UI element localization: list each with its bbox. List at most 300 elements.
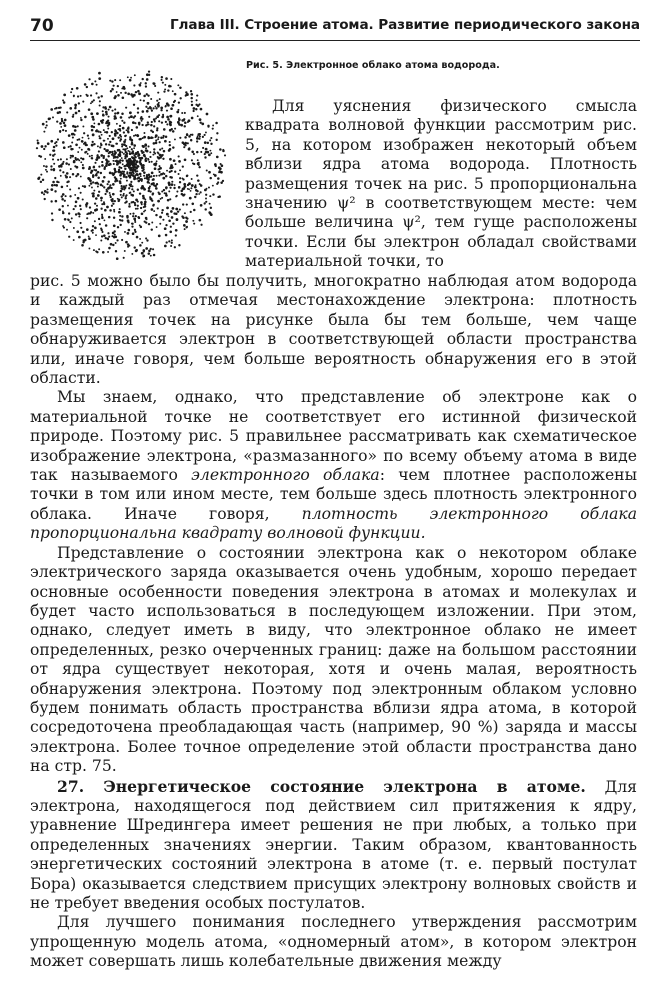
cloud-dot — [114, 95, 117, 98]
cloud-dot — [126, 180, 128, 182]
cloud-dot — [142, 254, 145, 257]
cloud-dot — [109, 106, 112, 109]
cloud-dot — [95, 208, 98, 211]
cloud-dot — [190, 190, 192, 192]
cloud-dot — [101, 231, 103, 233]
cloud-dot — [148, 252, 151, 255]
cloud-dot — [193, 110, 195, 112]
cloud-dot — [180, 124, 183, 127]
cloud-dot — [164, 88, 166, 90]
cloud-dot — [90, 112, 93, 115]
cloud-dot — [169, 158, 172, 161]
cloud-dot — [107, 251, 109, 253]
cloud-dot — [91, 116, 94, 119]
cloud-dot — [55, 141, 57, 143]
cloud-dot — [179, 209, 181, 211]
cloud-dot — [142, 78, 144, 80]
cloud-dot — [156, 129, 158, 131]
cloud-dot — [179, 87, 181, 89]
cloud-dot — [66, 181, 68, 183]
cloud-dot — [173, 159, 176, 162]
cloud-dot — [188, 119, 191, 122]
cloud-dot — [61, 198, 64, 201]
cloud-dot — [215, 122, 218, 125]
cloud-dot — [50, 165, 52, 167]
cloud-dot — [92, 225, 94, 227]
cloud-dot — [173, 187, 175, 189]
cloud-dot — [206, 113, 209, 116]
cloud-dot — [161, 76, 163, 78]
cloud-dot — [89, 206, 91, 208]
cloud-dot — [152, 248, 154, 250]
cloud-dot — [105, 224, 108, 227]
cloud-dot — [75, 175, 77, 177]
cloud-dot — [197, 115, 199, 117]
cloud-dot — [108, 116, 110, 118]
cloud-dot — [121, 88, 123, 90]
cloud-dot — [155, 187, 158, 190]
cloud-dot — [73, 208, 75, 210]
cloud-dot — [202, 147, 204, 149]
cloud-dot — [159, 149, 161, 151]
cloud-dot — [146, 150, 149, 153]
cloud-dot — [119, 128, 122, 131]
paragraph-1-continued: рис. 5 можно было бы получить, многократно наблюдая атом водорода и каждый раз отмечая местонахождение электрона: плотность размещения точек на рисунке была бы тем больше, чем чаще обнаруживается электрон в соответствующей области пространства или, иначе говоря, чем больше вероятность обнаружения его в этой области. — [30, 272, 637, 388]
cloud-dot — [93, 123, 95, 125]
cloud-dot — [161, 79, 163, 81]
cloud-dot — [101, 121, 104, 124]
cloud-dot — [90, 94, 92, 96]
cloud-dot — [165, 77, 168, 80]
cloud-dot — [171, 239, 173, 241]
cloud-dot — [87, 177, 90, 180]
cloud-dot — [150, 175, 152, 177]
cloud-dot — [107, 160, 109, 162]
cloud-dot — [113, 217, 115, 219]
cloud-dot — [80, 208, 82, 210]
cloud-dot — [110, 243, 113, 246]
cloud-dot — [145, 217, 148, 220]
cloud-dot — [195, 184, 197, 186]
cloud-dot — [188, 148, 191, 151]
cloud-dot — [125, 195, 127, 197]
cloud-dot — [132, 232, 135, 235]
cloud-dot — [114, 115, 117, 118]
cloud-dot — [171, 183, 174, 186]
cloud-dot — [131, 148, 133, 150]
cloud-dot — [131, 226, 133, 228]
cloud-dot — [131, 223, 133, 225]
cloud-dot — [198, 164, 200, 166]
cloud-dot — [41, 191, 44, 194]
cloud-dot — [121, 151, 123, 153]
cloud-dot — [137, 216, 139, 218]
cloud-dot — [46, 171, 48, 173]
cloud-dot — [114, 79, 116, 81]
cloud-dot — [65, 195, 67, 197]
cloud-dot — [133, 155, 135, 157]
cloud-dot — [72, 173, 75, 176]
cloud-dot — [159, 165, 161, 167]
cloud-dot — [158, 136, 160, 138]
cloud-dot — [149, 106, 151, 108]
cloud-dot — [170, 115, 173, 118]
cloud-dot — [141, 242, 143, 244]
cloud-dot — [162, 158, 164, 160]
cloud-dot — [135, 134, 137, 136]
cloud-dot — [112, 137, 115, 140]
cloud-dot — [157, 138, 159, 140]
cloud-dot — [204, 156, 206, 158]
cloud-dot — [51, 212, 53, 214]
cloud-dot — [155, 106, 157, 108]
cloud-dot — [114, 134, 117, 137]
cloud-dot — [148, 189, 150, 191]
cloud-dot — [139, 244, 142, 247]
cloud-dot — [174, 184, 176, 186]
cloud-dot — [64, 119, 67, 122]
cloud-dot — [73, 160, 75, 162]
cloud-dot — [149, 191, 151, 193]
cloud-dot — [124, 135, 126, 137]
cloud-dot — [112, 193, 115, 196]
cloud-dot — [119, 180, 122, 183]
cloud-dot — [185, 95, 187, 97]
cloud-dot — [62, 171, 64, 173]
cloud-dot — [124, 92, 126, 94]
cloud-dot — [68, 134, 71, 137]
cloud-dot — [209, 139, 211, 141]
cloud-dot — [159, 223, 161, 225]
cloud-dot — [176, 191, 178, 193]
cloud-dot — [57, 111, 60, 114]
cloud-dot — [154, 120, 156, 122]
cloud-dot — [105, 143, 107, 145]
cloud-dot — [152, 131, 154, 133]
cloud-dot — [173, 101, 175, 103]
cloud-dot — [132, 215, 134, 217]
cloud-dot — [146, 174, 148, 176]
cloud-dot — [62, 211, 64, 213]
cloud-dot — [85, 151, 87, 153]
cloud-dot — [197, 135, 199, 137]
cloud-dot — [37, 142, 40, 145]
cloud-dot — [120, 224, 122, 226]
cloud-dot — [95, 169, 97, 171]
cloud-dot — [101, 161, 103, 163]
cloud-dot — [192, 220, 194, 222]
cloud-dot — [95, 92, 97, 94]
cloud-dot — [161, 173, 163, 175]
cloud-dot — [153, 175, 155, 177]
cloud-dot — [154, 85, 156, 87]
cloud-dot — [107, 183, 109, 185]
cloud-dot — [195, 189, 198, 192]
cloud-dot — [137, 112, 139, 114]
cloud-dot — [146, 177, 149, 180]
cloud-dot — [164, 245, 167, 248]
cloud-dot — [163, 150, 166, 153]
cloud-dot — [120, 219, 122, 221]
cloud-dot — [123, 131, 125, 133]
cloud-dot — [122, 96, 125, 99]
cloud-dot — [82, 164, 84, 166]
cloud-dot — [143, 211, 145, 213]
cloud-dot — [142, 110, 145, 113]
cloud-dot — [191, 104, 193, 106]
cloud-dot — [137, 189, 139, 191]
cloud-dot — [192, 162, 194, 164]
cloud-dot — [99, 146, 101, 148]
cloud-dot — [116, 143, 118, 145]
cloud-dot — [126, 241, 128, 243]
cloud-dot — [161, 147, 163, 149]
cloud-dot — [152, 179, 154, 181]
cloud-dot — [212, 128, 214, 130]
cloud-dot — [96, 205, 98, 207]
cloud-dot — [177, 210, 179, 212]
cloud-dot — [187, 188, 189, 190]
cloud-dot — [157, 92, 159, 94]
cloud-dot — [126, 215, 129, 218]
cloud-dot — [108, 236, 110, 238]
cloud-dot — [99, 104, 101, 106]
cloud-dot — [123, 185, 126, 188]
cloud-dot — [148, 124, 150, 126]
cloud-dot — [207, 142, 209, 144]
cloud-dot — [68, 146, 70, 148]
cloud-dot — [47, 142, 50, 145]
cloud-dot — [108, 152, 110, 154]
cloud-dot — [123, 171, 125, 173]
cloud-dot — [191, 178, 193, 180]
cloud-dot — [218, 166, 221, 169]
page-header — [30, 16, 640, 41]
cloud-dot — [92, 195, 95, 198]
cloud-dot — [204, 141, 207, 144]
cloud-dot — [167, 104, 170, 107]
cloud-dot — [120, 178, 122, 180]
cloud-dot — [185, 217, 187, 219]
cloud-dot — [184, 125, 186, 127]
running-title: Глава III. Строение атома. Развитие периодического закона — [169, 17, 640, 33]
cloud-dot — [92, 176, 94, 178]
cloud-dot — [64, 200, 66, 202]
cloud-dot — [158, 153, 160, 155]
cloud-dot — [143, 136, 146, 139]
cloud-dot — [133, 147, 135, 149]
cloud-dot — [136, 173, 138, 175]
cloud-dot — [143, 175, 145, 177]
cloud-dot — [133, 144, 136, 147]
cloud-dot — [178, 155, 180, 157]
cloud-dot — [134, 122, 136, 124]
cloud-dot — [123, 122, 125, 124]
cloud-dot — [168, 219, 171, 222]
cloud-dot — [91, 83, 94, 86]
cloud-dot — [122, 173, 124, 175]
cloud-dot — [170, 164, 173, 167]
cloud-dot — [186, 175, 188, 177]
cloud-dot — [208, 171, 211, 174]
cloud-dot — [54, 177, 56, 179]
cloud-dot — [55, 200, 58, 203]
cloud-dot — [106, 121, 108, 123]
cloud-dot — [121, 185, 123, 187]
cloud-dot — [147, 159, 149, 161]
cloud-dot — [181, 177, 183, 179]
cloud-dot — [201, 123, 204, 126]
cloud-dot — [184, 212, 186, 214]
cloud-dot — [93, 249, 95, 251]
cloud-dot — [91, 155, 93, 157]
cloud-dot — [46, 121, 48, 123]
cloud-dot — [108, 144, 110, 146]
cloud-dot — [123, 189, 125, 191]
cloud-dot — [38, 155, 40, 157]
cloud-dot — [60, 175, 62, 177]
cloud-dot — [91, 144, 94, 147]
cloud-dot — [123, 257, 125, 259]
cloud-dot — [199, 219, 202, 222]
cloud-dot — [199, 133, 201, 135]
cloud-dot — [155, 139, 157, 141]
cloud-dot — [108, 181, 110, 183]
cloud-dot — [209, 203, 211, 205]
cloud-dot — [169, 129, 172, 132]
cloud-dot — [115, 178, 117, 180]
cloud-dot — [132, 185, 134, 187]
cloud-dot — [112, 244, 114, 246]
cloud-dot — [216, 132, 218, 134]
cloud-dot — [200, 108, 203, 111]
cloud-dot — [78, 102, 80, 104]
cloud-dot — [193, 107, 196, 110]
cloud-dot — [98, 166, 100, 168]
cloud-dot — [90, 182, 93, 185]
cloud-dot — [121, 170, 123, 172]
cloud-dot — [204, 134, 206, 136]
cloud-dot — [153, 142, 156, 145]
cloud-dot — [162, 115, 164, 117]
cloud-dot — [200, 122, 202, 124]
cloud-dot — [109, 194, 111, 196]
cloud-dot — [109, 80, 111, 82]
cloud-dot — [43, 131, 45, 133]
cloud-dot — [75, 106, 77, 108]
cloud-dot — [174, 93, 177, 96]
cloud-dot — [208, 187, 210, 189]
cloud-dot — [178, 102, 180, 104]
cloud-dot — [169, 148, 172, 151]
cloud-dot — [122, 194, 124, 196]
cloud-dot — [120, 138, 122, 140]
cloud-dot — [157, 200, 160, 203]
cloud-dot — [115, 171, 117, 173]
cloud-dot — [131, 188, 133, 190]
cloud-dot — [182, 216, 185, 219]
cloud-dot — [159, 141, 161, 143]
cloud-dot — [75, 201, 78, 204]
cloud-dot — [107, 124, 109, 126]
cloud-dot — [112, 160, 114, 162]
cloud-dot — [78, 187, 80, 189]
cloud-dot — [135, 91, 137, 93]
cloud-dot — [127, 126, 129, 128]
cloud-dot — [54, 108, 56, 110]
cloud-dot — [169, 144, 171, 146]
cloud-dot — [112, 203, 114, 205]
cloud-dot — [59, 122, 62, 125]
cloud-dot — [144, 201, 147, 204]
cloud-dot — [129, 111, 132, 114]
cloud-dot — [89, 155, 91, 157]
cloud-dot — [103, 148, 105, 150]
cloud-dot — [140, 116, 142, 118]
cloud-dot — [178, 123, 180, 125]
cloud-dot — [66, 158, 68, 160]
cloud-dot — [112, 232, 115, 235]
figure-caption: Рис. 5. Электронное облако атома водорода. — [246, 60, 500, 71]
cloud-dot — [147, 102, 150, 105]
cloud-dot — [62, 129, 64, 131]
cloud-dot — [191, 117, 194, 120]
cloud-dot — [52, 116, 54, 118]
cloud-dot — [193, 153, 195, 155]
cloud-dot — [133, 173, 135, 175]
cloud-dot — [145, 221, 147, 223]
cloud-dot — [88, 78, 90, 80]
cloud-dot — [137, 134, 139, 136]
cloud-dot — [139, 161, 142, 164]
cloud-dot — [126, 147, 128, 149]
cloud-dot — [38, 176, 40, 178]
cloud-dot — [89, 179, 92, 182]
cloud-dot — [129, 138, 132, 141]
cloud-dot — [110, 196, 112, 198]
cloud-dot — [139, 173, 142, 176]
cloud-dot — [52, 181, 55, 184]
cloud-dot — [116, 239, 118, 241]
cloud-dot — [138, 122, 141, 125]
cloud-dot — [125, 176, 128, 179]
cloud-dot — [184, 112, 186, 114]
cloud-dot — [131, 129, 133, 131]
cloud-dot — [72, 115, 74, 117]
cloud-dot — [90, 171, 93, 174]
cloud-dot — [150, 124, 153, 127]
cloud-dot — [175, 234, 177, 236]
cloud-dot — [121, 146, 123, 148]
cloud-dot — [105, 149, 108, 152]
cloud-dot — [137, 200, 139, 202]
cloud-dot — [81, 149, 83, 151]
cloud-dot — [141, 180, 143, 182]
cloud-dot — [117, 226, 119, 228]
cloud-dot — [135, 208, 137, 210]
cloud-dot — [111, 131, 113, 133]
cloud-dot — [219, 171, 221, 173]
cloud-dot — [166, 110, 168, 112]
cloud-dot — [66, 229, 68, 231]
cloud-dot — [108, 247, 111, 250]
term-electron-cloud: электронного облака — [191, 466, 380, 485]
cloud-dot — [71, 141, 73, 143]
cloud-dot — [78, 159, 80, 161]
cloud-dot — [125, 185, 127, 187]
cloud-dot — [116, 132, 119, 135]
cloud-dot — [72, 114, 74, 116]
